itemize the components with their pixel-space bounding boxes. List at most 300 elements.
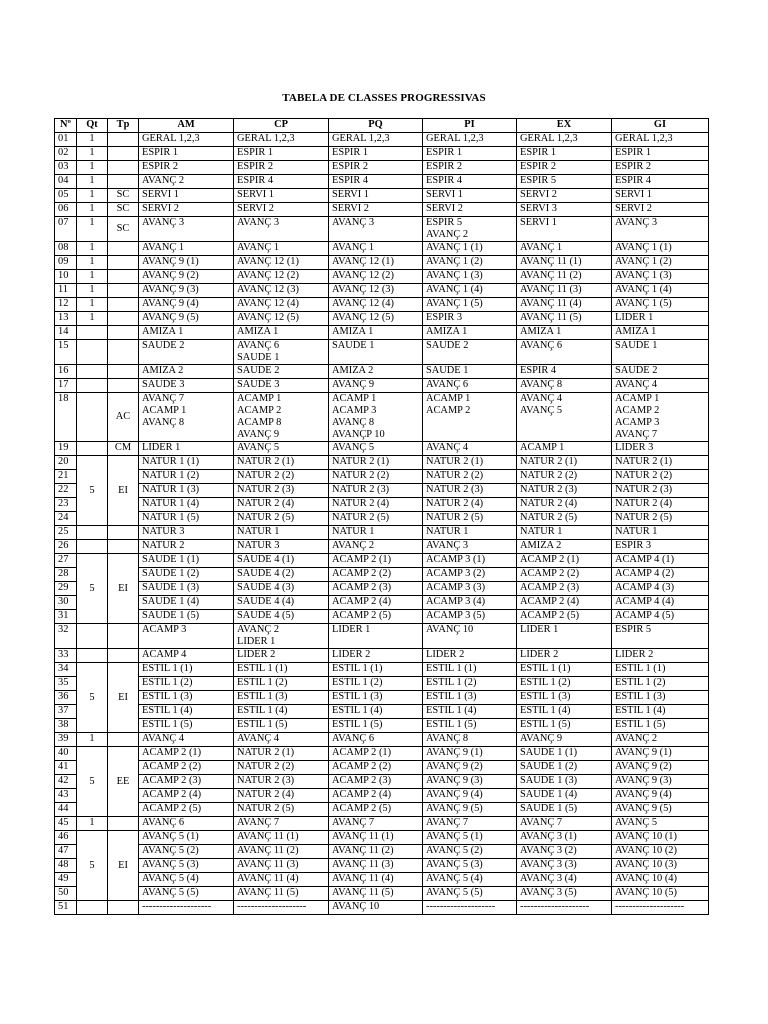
class-cell-gi: AMIZA 1 xyxy=(612,326,709,340)
class-cell-cp: NATUR 2 (3) xyxy=(234,484,329,498)
class-cell-pq: AMIZA 2 xyxy=(329,365,423,379)
class-cell-line: ACAMP 1 xyxy=(332,393,377,404)
class-cell-cp: NATUR 2 (2) xyxy=(234,470,329,484)
class-cell-gi: AVANÇ 1 (2) xyxy=(612,256,709,270)
row-number: 48 xyxy=(55,859,77,873)
class-cell-gi: AVANÇ 1 (1) xyxy=(612,242,709,256)
class-cell-gi: AVANÇ 10 (3) xyxy=(612,859,709,873)
table-row xyxy=(55,859,709,873)
row-number: 39 xyxy=(55,733,77,747)
table-row xyxy=(55,442,709,456)
row-number: 32 xyxy=(55,624,77,649)
class-cell-ex: ESPIR 2 xyxy=(517,161,612,175)
class-cell-line: AVANÇ 7 xyxy=(615,429,658,440)
class-cell-cp: ESPIR 4 xyxy=(234,175,329,189)
class-cell-gi: AVANÇ 10 (1) xyxy=(612,831,709,845)
class-cell-cp: AVANÇ 4 xyxy=(234,733,329,747)
class-cell-am: SAUDE 1 (1) xyxy=(139,554,234,568)
class-cell-ex: AVANÇ 3 (5) xyxy=(517,887,612,901)
row-number: 16 xyxy=(55,365,77,379)
class-cell-am: SERVI 1 xyxy=(139,189,234,203)
class-cell-pq: AVANÇ 10 xyxy=(329,901,423,915)
class-cell-pq: AVANÇ 3 xyxy=(329,217,423,242)
row-number: 14 xyxy=(55,326,77,340)
class-cell-ex: ACAMP 1 xyxy=(517,442,612,456)
class-cell-pq: AMIZA 1 xyxy=(329,326,423,340)
class-cell-pi: AVANÇ 5 (2) xyxy=(423,845,517,859)
tp-cell xyxy=(108,624,139,649)
class-cell-am: ACAMP 2 (1) xyxy=(139,747,234,761)
class-cell-cp: NATUR 2 (5) xyxy=(234,803,329,817)
qt-cell: 1 xyxy=(77,175,108,189)
table-row xyxy=(55,217,709,242)
qt-cell xyxy=(77,326,108,340)
class-cell-ex: AVANÇ 3 (4) xyxy=(517,873,612,887)
class-cell-am: AVANÇ 5 (4) xyxy=(139,873,234,887)
class-cell-pq: ACAMP 2 (3) xyxy=(329,775,423,789)
header-pi: PI xyxy=(423,119,517,133)
row-number: 36 xyxy=(55,691,77,705)
qt-cell: 5 xyxy=(77,663,108,733)
class-cell-pi: AVANÇ 1 (1) xyxy=(423,242,517,256)
table-row xyxy=(55,568,709,582)
class-cell-pi: NATUR 2 (3) xyxy=(423,484,517,498)
table-row xyxy=(55,845,709,859)
class-cell-gi: ESPIR 2 xyxy=(612,161,709,175)
class-cell-ex: AVANÇ 1 xyxy=(517,242,612,256)
class-cell-ex: SAUDE 1 (1) xyxy=(517,747,612,761)
class-cell-pi: AVANÇ 3 xyxy=(423,540,517,554)
class-cell-line: ACAMP 1 xyxy=(426,393,471,404)
class-cell-ex: ESPIR 5 xyxy=(517,175,612,189)
class-cell-ex: NATUR 2 (5) xyxy=(517,512,612,526)
class-cell-ex: NATUR 2 (3) xyxy=(517,484,612,498)
qt-cell: 1 xyxy=(77,189,108,203)
class-cell-gi: AVANÇ 9 (5) xyxy=(612,803,709,817)
class-cell-gi: ACAMP 4 (1) xyxy=(612,554,709,568)
progressive-classes-table xyxy=(54,118,709,915)
class-cell-gi: GERAL 1,2,3 xyxy=(612,133,709,147)
class-cell-cp: LIDER 2 xyxy=(234,649,329,663)
class-cell-am: NATUR 2 xyxy=(139,540,234,554)
row-number: 40 xyxy=(55,747,77,761)
class-cell-line: SAUDE 1 xyxy=(237,352,280,363)
class-cell-am: NATUR 1 (1) xyxy=(139,456,234,470)
class-cell-am: GERAL 1,2,3 xyxy=(139,133,234,147)
qt-cell: 1 xyxy=(77,242,108,256)
class-cell-cp: SAUDE 4 (4) xyxy=(234,596,329,610)
class-cell-am: ACAMP 2 (4) xyxy=(139,789,234,803)
qt-cell: 5 xyxy=(77,456,108,526)
class-cell-am: ESTIL 1 (1) xyxy=(139,663,234,677)
row-number: 47 xyxy=(55,845,77,859)
class-cell-gi: SERVI 2 xyxy=(612,203,709,217)
class-cell-gi: ESPIR 5 xyxy=(612,624,709,649)
class-cell-cp: AVANÇ 7 xyxy=(234,817,329,831)
class-cell-pq: AVANÇ 11 (1) xyxy=(329,831,423,845)
class-cell-gi: ESPIR 1 xyxy=(612,147,709,161)
class-cell-ex: AMIZA 1 xyxy=(517,326,612,340)
tp-cell xyxy=(108,526,139,540)
class-cell-ex: AVANÇ 3 (1) xyxy=(517,831,612,845)
class-cell-gi: AVANÇ 1 (3) xyxy=(612,270,709,284)
class-cell-cp: NATUR 2 (5) xyxy=(234,512,329,526)
class-cell-cp: NATUR 2 (1) xyxy=(234,747,329,761)
row-number: 04 xyxy=(55,175,77,189)
class-cell-pi xyxy=(423,393,517,442)
qt-cell xyxy=(77,340,108,365)
class-cell-pi: ESTIL 1 (1) xyxy=(423,663,517,677)
class-cell-cp: AVANÇ 11 (4) xyxy=(234,873,329,887)
class-cell-gi: AVANÇ 10 (2) xyxy=(612,845,709,859)
qt-cell: 1 xyxy=(77,270,108,284)
class-cell-pq: ESTIL 1 (3) xyxy=(329,691,423,705)
class-cell-line: ACAMP 2 xyxy=(615,405,660,416)
class-cell-am: AVANÇ 9 (3) xyxy=(139,284,234,298)
class-cell-cp: AVANÇ 3 xyxy=(234,217,329,242)
class-cell-gi: AVANÇ 5 xyxy=(612,817,709,831)
class-cell-am: AVANÇ 5 (5) xyxy=(139,887,234,901)
class-cell-pq: ESPIR 1 xyxy=(329,147,423,161)
row-number: 37 xyxy=(55,705,77,719)
row-number: 01 xyxy=(55,133,77,147)
class-cell-line: AVANÇ 8 xyxy=(332,417,375,428)
class-cell-ex: ESTIL 1 (1) xyxy=(517,663,612,677)
class-cell-pi: ACAMP 3 (4) xyxy=(423,596,517,610)
class-cell-pi: AVANÇ 5 (4) xyxy=(423,873,517,887)
class-cell-pq: SERVI 1 xyxy=(329,189,423,203)
class-cell-pi: AVANÇ 4 xyxy=(423,442,517,456)
class-cell-am: NATUR 1 (2) xyxy=(139,470,234,484)
header-row xyxy=(55,119,709,133)
class-cell-ex: AVANÇ 9 xyxy=(517,733,612,747)
table-row xyxy=(55,663,709,677)
class-cell-ex: SERVI 1 xyxy=(517,217,612,242)
class-cell-cp xyxy=(234,340,329,365)
header-pq: PQ xyxy=(329,119,423,133)
class-cell-pi: ESTIL 1 (2) xyxy=(423,677,517,691)
table-row xyxy=(55,161,709,175)
class-cell-pq: ACAMP 2 (3) xyxy=(329,582,423,596)
class-cell-am: AVANÇ 5 (3) xyxy=(139,859,234,873)
class-cell-line: AVANÇ 5 xyxy=(520,405,563,416)
class-cell-ex: NATUR 1 xyxy=(517,526,612,540)
class-cell-pq: ACAMP 2 (1) xyxy=(329,554,423,568)
class-cell-am: SAUDE 3 xyxy=(139,379,234,393)
class-cell-line: ACAMP 1 xyxy=(237,393,282,404)
class-cell-pi: NATUR 2 (5) xyxy=(423,512,517,526)
class-cell-pi: ESTIL 1 (5) xyxy=(423,719,517,733)
class-cell-ex: AVANÇ 11 (1) xyxy=(517,256,612,270)
table-row xyxy=(55,147,709,161)
row-number: 35 xyxy=(55,677,77,691)
class-cell-pi: AVANÇ 1 (5) xyxy=(423,298,517,312)
tp-cell xyxy=(108,817,139,831)
tp-cell xyxy=(108,733,139,747)
class-cell-pq: ESPIR 2 xyxy=(329,161,423,175)
class-cell-ex: AVANÇ 11 (3) xyxy=(517,284,612,298)
class-cell-pi: -------------------- xyxy=(423,901,517,915)
table-row xyxy=(55,512,709,526)
class-cell-pi: NATUR 2 (2) xyxy=(423,470,517,484)
row-number: 33 xyxy=(55,649,77,663)
tp-cell xyxy=(108,326,139,340)
class-cell-gi: NATUR 2 (1) xyxy=(612,456,709,470)
table-row xyxy=(55,484,709,498)
row-number: 09 xyxy=(55,256,77,270)
table-row xyxy=(55,831,709,845)
table-row xyxy=(55,582,709,596)
row-number: 05 xyxy=(55,189,77,203)
class-cell-pq: AVANÇ 11 (3) xyxy=(329,859,423,873)
class-cell-cp: SAUDE 2 xyxy=(234,365,329,379)
class-cell-gi: LIDER 1 xyxy=(612,312,709,326)
class-cell-ex: ACAMP 2 (4) xyxy=(517,596,612,610)
class-cell-ex: AMIZA 2 xyxy=(517,540,612,554)
class-cell-gi: ESTIL 1 (5) xyxy=(612,719,709,733)
class-cell-line: ACAMP 2 xyxy=(237,405,282,416)
row-number: 42 xyxy=(55,775,77,789)
class-cell-pq: AVANÇ 11 (2) xyxy=(329,845,423,859)
table-row xyxy=(55,270,709,284)
class-cell-cp: SAUDE 4 (5) xyxy=(234,610,329,624)
tp-cell: EE xyxy=(108,747,139,817)
qt-cell xyxy=(77,379,108,393)
class-cell-pq: ESTIL 1 (1) xyxy=(329,663,423,677)
class-cell-pq: LIDER 1 xyxy=(329,624,423,649)
class-cell-cp: AVANÇ 5 xyxy=(234,442,329,456)
table-row xyxy=(55,733,709,747)
table-row xyxy=(55,775,709,789)
class-cell-am: SAUDE 2 xyxy=(139,340,234,365)
class-cell-gi: NATUR 1 xyxy=(612,526,709,540)
tp-cell xyxy=(108,175,139,189)
qt-cell xyxy=(77,540,108,554)
class-cell-gi: ESTIL 1 (1) xyxy=(612,663,709,677)
class-cell-pq xyxy=(329,393,423,442)
table-row xyxy=(55,133,709,147)
class-cell-gi: ACAMP 4 (2) xyxy=(612,568,709,582)
table-row xyxy=(55,365,709,379)
row-number: 31 xyxy=(55,610,77,624)
header-gi: GI xyxy=(612,119,709,133)
class-cell-pi: SERVI 1 xyxy=(423,189,517,203)
row-number: 28 xyxy=(55,568,77,582)
class-cell-gi: NATUR 2 (3) xyxy=(612,484,709,498)
header-cp: CP xyxy=(234,119,329,133)
tp-cell xyxy=(108,540,139,554)
class-cell-gi: SAUDE 1 xyxy=(612,340,709,365)
table-row xyxy=(55,817,709,831)
row-number: 43 xyxy=(55,789,77,803)
class-cell-cp: ESTIL 1 (1) xyxy=(234,663,329,677)
class-cell-pq: AVANÇ 11 (4) xyxy=(329,873,423,887)
tp-cell xyxy=(108,256,139,270)
header-qt: Qt xyxy=(77,119,108,133)
row-number: 38 xyxy=(55,719,77,733)
row-number: 03 xyxy=(55,161,77,175)
class-cell-ex: LIDER 1 xyxy=(517,624,612,649)
row-number: 11 xyxy=(55,284,77,298)
class-cell-am: AVANÇ 9 (4) xyxy=(139,298,234,312)
class-cell-ex: AVANÇ 6 xyxy=(517,340,612,365)
class-cell-gi: LIDER 3 xyxy=(612,442,709,456)
class-cell-cp: AVANÇ 11 (1) xyxy=(234,831,329,845)
qt-cell: 5 xyxy=(77,831,108,901)
class-cell-pi: AVANÇ 7 xyxy=(423,817,517,831)
class-cell-cp: AVANÇ 11 (3) xyxy=(234,859,329,873)
row-number: 26 xyxy=(55,540,77,554)
tp-cell: EI xyxy=(108,554,139,624)
class-cell-am: ACAMP 3 xyxy=(139,624,234,649)
header-tp: Tp xyxy=(108,119,139,133)
class-cell-am: SAUDE 1 (5) xyxy=(139,610,234,624)
class-cell-gi: AVANÇ 9 (1) xyxy=(612,747,709,761)
class-cell-pi: NATUR 2 (1) xyxy=(423,456,517,470)
table-row xyxy=(55,256,709,270)
class-cell-ex: ACAMP 2 (5) xyxy=(517,610,612,624)
class-cell-pi: SAUDE 2 xyxy=(423,340,517,365)
class-cell-pi: AVANÇ 9 (3) xyxy=(423,775,517,789)
row-number: 50 xyxy=(55,887,77,901)
row-number: 29 xyxy=(55,582,77,596)
row-number: 19 xyxy=(55,442,77,456)
class-cell-cp: AVANÇ 12 (3) xyxy=(234,284,329,298)
qt-cell: 1 xyxy=(77,298,108,312)
table-row xyxy=(55,803,709,817)
class-cell-ex: SAUDE 1 (4) xyxy=(517,789,612,803)
row-number: 27 xyxy=(55,554,77,568)
class-cell-pq: ESPIR 4 xyxy=(329,175,423,189)
class-cell-am: ESTIL 1 (4) xyxy=(139,705,234,719)
class-cell-gi: AVANÇ 1 (5) xyxy=(612,298,709,312)
class-cell-line: AVANÇP 10 xyxy=(332,429,385,440)
qt-cell xyxy=(77,649,108,663)
class-cell-pq: ESTIL 1 (2) xyxy=(329,677,423,691)
class-cell-pq: ACAMP 2 (2) xyxy=(329,568,423,582)
class-cell-gi: ACAMP 4 (3) xyxy=(612,582,709,596)
tp-cell: AC xyxy=(108,393,139,442)
class-cell-gi: NATUR 2 (2) xyxy=(612,470,709,484)
class-cell-cp: SERVI 1 xyxy=(234,189,329,203)
class-cell-pi: NATUR 2 (4) xyxy=(423,498,517,512)
row-number: 15 xyxy=(55,340,77,365)
class-cell-am: SERVI 2 xyxy=(139,203,234,217)
class-cell-ex: SAUDE 1 (2) xyxy=(517,761,612,775)
row-number: 23 xyxy=(55,498,77,512)
row-number: 07 xyxy=(55,217,77,242)
class-cell-am: ESTIL 1 (2) xyxy=(139,677,234,691)
class-cell-pi: ESPIR 2 xyxy=(423,161,517,175)
class-cell-ex: -------------------- xyxy=(517,901,612,915)
row-number: 44 xyxy=(55,803,77,817)
table-row xyxy=(55,393,709,442)
qt-cell: 1 xyxy=(77,817,108,831)
class-cell-ex: NATUR 2 (1) xyxy=(517,456,612,470)
class-cell-am: SAUDE 1 (3) xyxy=(139,582,234,596)
class-cell-pq: ACAMP 2 (2) xyxy=(329,761,423,775)
class-cell-line: AVANÇ 4 xyxy=(520,393,563,404)
row-number: 51 xyxy=(55,901,77,915)
class-cell-ex: ESPIR 4 xyxy=(517,365,612,379)
class-cell-cp: NATUR 2 (1) xyxy=(234,456,329,470)
class-cell-ex: ESTIL 1 (3) xyxy=(517,691,612,705)
row-number: 46 xyxy=(55,831,77,845)
class-cell-pi: LIDER 2 xyxy=(423,649,517,663)
class-cell-cp: AVANÇ 11 (2) xyxy=(234,845,329,859)
table-row xyxy=(55,649,709,663)
class-cell-am: AVANÇ 6 xyxy=(139,817,234,831)
table-row xyxy=(55,761,709,775)
table-row xyxy=(55,470,709,484)
qt-cell: 1 xyxy=(77,256,108,270)
class-cell-am: ACAMP 2 (5) xyxy=(139,803,234,817)
class-cell-ex xyxy=(517,393,612,442)
class-cell-gi: ACAMP 4 (5) xyxy=(612,610,709,624)
class-cell-pq: NATUR 2 (4) xyxy=(329,498,423,512)
class-cell-am: -------------------- xyxy=(139,901,234,915)
class-cell-cp: ESPIR 1 xyxy=(234,147,329,161)
table-row xyxy=(55,540,709,554)
class-cell-pi: AVANÇ 5 (3) xyxy=(423,859,517,873)
class-cell-gi: -------------------- xyxy=(612,901,709,915)
class-cell-gi: NATUR 2 (5) xyxy=(612,512,709,526)
class-cell-gi: AVANÇ 2 xyxy=(612,733,709,747)
class-cell-am: AVANÇ 2 xyxy=(139,175,234,189)
class-cell-pq: NATUR 1 xyxy=(329,526,423,540)
class-cell-pq: AVANÇ 1 xyxy=(329,242,423,256)
document-title: TABELA DE CLASSES PROGRESSIVAS xyxy=(282,92,486,104)
class-cell-line: AVANÇ 8 xyxy=(142,417,185,428)
row-number: 24 xyxy=(55,512,77,526)
qt-cell: 5 xyxy=(77,554,108,624)
class-cell-line: AVANÇ 2 xyxy=(426,229,469,240)
qt-cell xyxy=(77,624,108,649)
row-number: 02 xyxy=(55,147,77,161)
class-cell-gi: AVANÇ 9 (3) xyxy=(612,775,709,789)
row-number: 45 xyxy=(55,817,77,831)
class-cell-pi: ESPIR 3 xyxy=(423,312,517,326)
qt-cell xyxy=(77,442,108,456)
table-row xyxy=(55,554,709,568)
class-cell-am: SAUDE 1 (2) xyxy=(139,568,234,582)
tp-cell xyxy=(108,242,139,256)
table-row xyxy=(55,596,709,610)
table-row xyxy=(55,456,709,470)
class-cell-cp: NATUR 2 (4) xyxy=(234,789,329,803)
table-row xyxy=(55,340,709,365)
class-cell-cp: AVANÇ 12 (2) xyxy=(234,270,329,284)
class-cell-line: ACAMP 3 xyxy=(332,405,377,416)
row-number: 06 xyxy=(55,203,77,217)
tp-cell: EI xyxy=(108,831,139,901)
qt-cell: 1 xyxy=(77,284,108,298)
class-cell-ex: ACAMP 2 (1) xyxy=(517,554,612,568)
class-cell-pi: NATUR 1 xyxy=(423,526,517,540)
class-cell-pq: NATUR 2 (5) xyxy=(329,512,423,526)
class-cell-pi: GERAL 1,2,3 xyxy=(423,133,517,147)
class-cell-gi: ESTIL 1 (2) xyxy=(612,677,709,691)
table-row xyxy=(55,747,709,761)
class-cell-line: AVANÇ 6 xyxy=(237,340,280,351)
header-ex: EX xyxy=(517,119,612,133)
tp-cell xyxy=(108,379,139,393)
row-number: 34 xyxy=(55,663,77,677)
class-cell-am: NATUR 1 (5) xyxy=(139,512,234,526)
class-cell-cp: SERVI 2 xyxy=(234,203,329,217)
qt-cell xyxy=(77,526,108,540)
class-cell-pq: AVANÇ 12 (3) xyxy=(329,284,423,298)
